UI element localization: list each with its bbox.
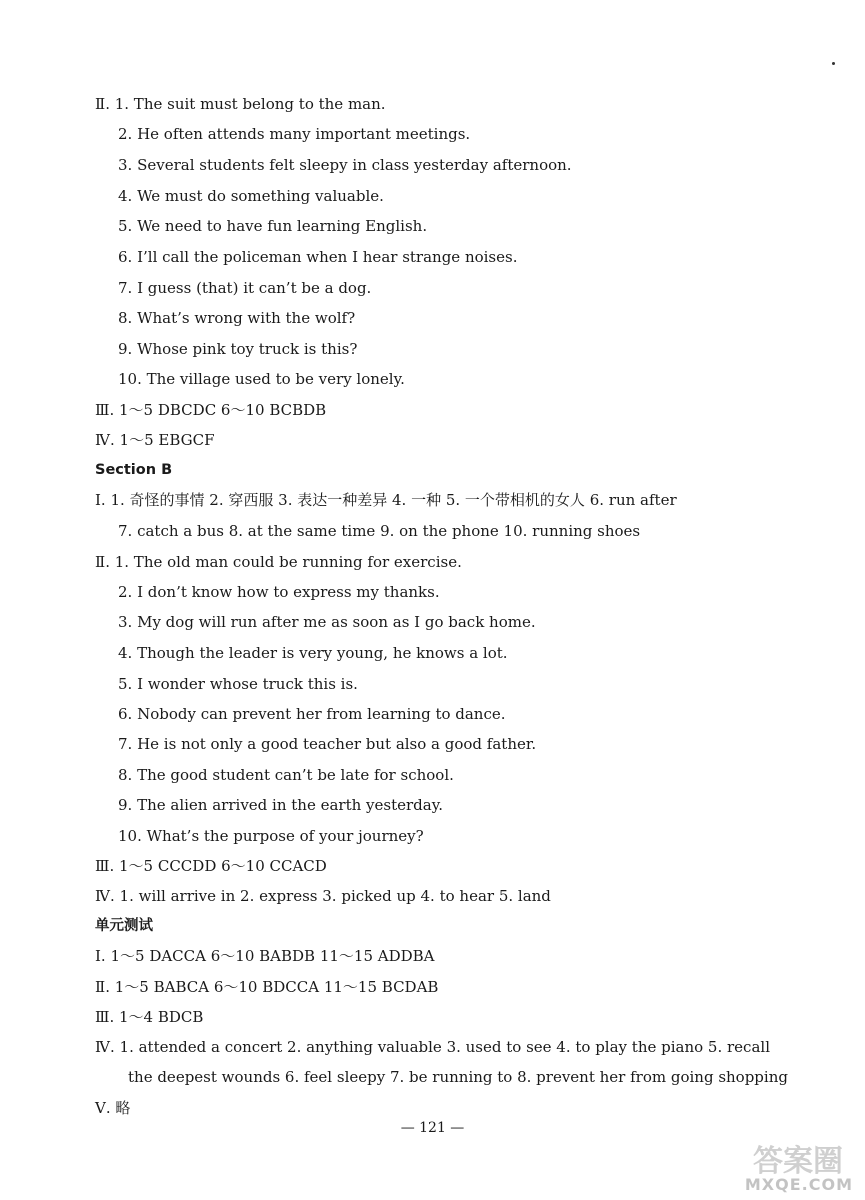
speck-mark xyxy=(832,62,835,65)
answer-line: 2. I don’t know how to express my thanks. xyxy=(118,583,440,601)
answer-line: 10. The village used to be very lonely. xyxy=(118,370,405,388)
answer-line: 7. He is not only a good teacher but also a good father. xyxy=(118,735,537,753)
answer-line: Ⅰ. 1～5 DACCA 6～10 BABDB 11～15 ADDBA xyxy=(95,947,435,965)
answer-line: Ⅳ. 1～5 EBGCF xyxy=(95,431,215,449)
answer-line: Ⅳ. 1. attended a concert 2. anything valuable 3. used to see 4. to play the piano 5. recall xyxy=(95,1038,770,1056)
section-heading: 单元测试 xyxy=(95,918,153,934)
answer-line: Ⅴ. 略 xyxy=(95,1099,131,1117)
answer-line: Ⅰ. 1. 奇怪的事情 2. 穿西服 3. 表达一种差异 4. 一种 5. 一个带相机的女人 6. run after xyxy=(95,491,677,509)
answer-line: 8. What’s wrong with the wolf? xyxy=(118,309,356,327)
section-heading: Section B xyxy=(95,462,173,478)
answer-line: 5. We need to have fun learning English. xyxy=(118,217,428,235)
answer-line: Ⅲ. 1～4 BDCB xyxy=(95,1008,204,1026)
answer-line: Ⅲ. 1～5 DBCDC 6～10 BCBDB xyxy=(95,401,327,419)
page-number: — 121 — xyxy=(400,1120,465,1136)
answer-line: Ⅱ. 1～5 BABCA 6～10 BDCCA 11～15 BCDAB xyxy=(95,978,439,996)
answer-line: 6. I’ll call the policeman when I hear strange noises. xyxy=(118,248,518,266)
answer-line: Ⅳ. 1. will arrive in 2. express 3. picked up 4. to hear 5. land xyxy=(95,887,551,905)
answer-line: 4. Though the leader is very young, he knows a lot. xyxy=(118,644,508,662)
answer-line: 6. Nobody can prevent her from learning to dance. xyxy=(118,705,506,723)
answer-line: Ⅱ. 1. The old man could be running for exercise. xyxy=(95,553,462,571)
watermark-logo-mark: 答案圈 xyxy=(753,1144,843,1179)
answer-line: 7. I guess (that) it can’t be a dog. xyxy=(118,279,372,297)
answer-line: 2. He often attends many important meetings. xyxy=(118,125,471,143)
answer-line: 7. catch a bus 8. at the same time 9. on the phone 10. running shoes xyxy=(118,522,641,540)
answer-line: Ⅱ. 1. The suit must belong to the man. xyxy=(95,95,386,113)
answer-line: 8. The good student can’t be late for school. xyxy=(118,766,454,784)
watermark-url: MXQE.COM xyxy=(744,1175,853,1194)
answer-line: 5. I wonder whose truck this is. xyxy=(118,675,358,693)
answer-line: 10. What’s the purpose of your journey? xyxy=(118,827,424,845)
answer-line: 3. Several students felt sleepy in class yesterday afternoon. xyxy=(118,156,572,174)
answer-line: 9. Whose pink toy truck is this? xyxy=(118,340,358,358)
answer-line: 3. My dog will run after me as soon as I go back home. xyxy=(118,613,536,631)
watermark-logo xyxy=(713,1136,853,1194)
answer-line: Ⅲ. 1～5 CCCDD 6～10 CCACD xyxy=(95,857,327,875)
answer-line: 4. We must do something valuable. xyxy=(118,187,384,205)
answer-line: the deepest wounds 6. feel sleepy 7. be running to 8. prevent her from going shopping xyxy=(128,1068,788,1086)
answer-line: 9. The alien arrived in the earth yesterday. xyxy=(118,796,443,814)
